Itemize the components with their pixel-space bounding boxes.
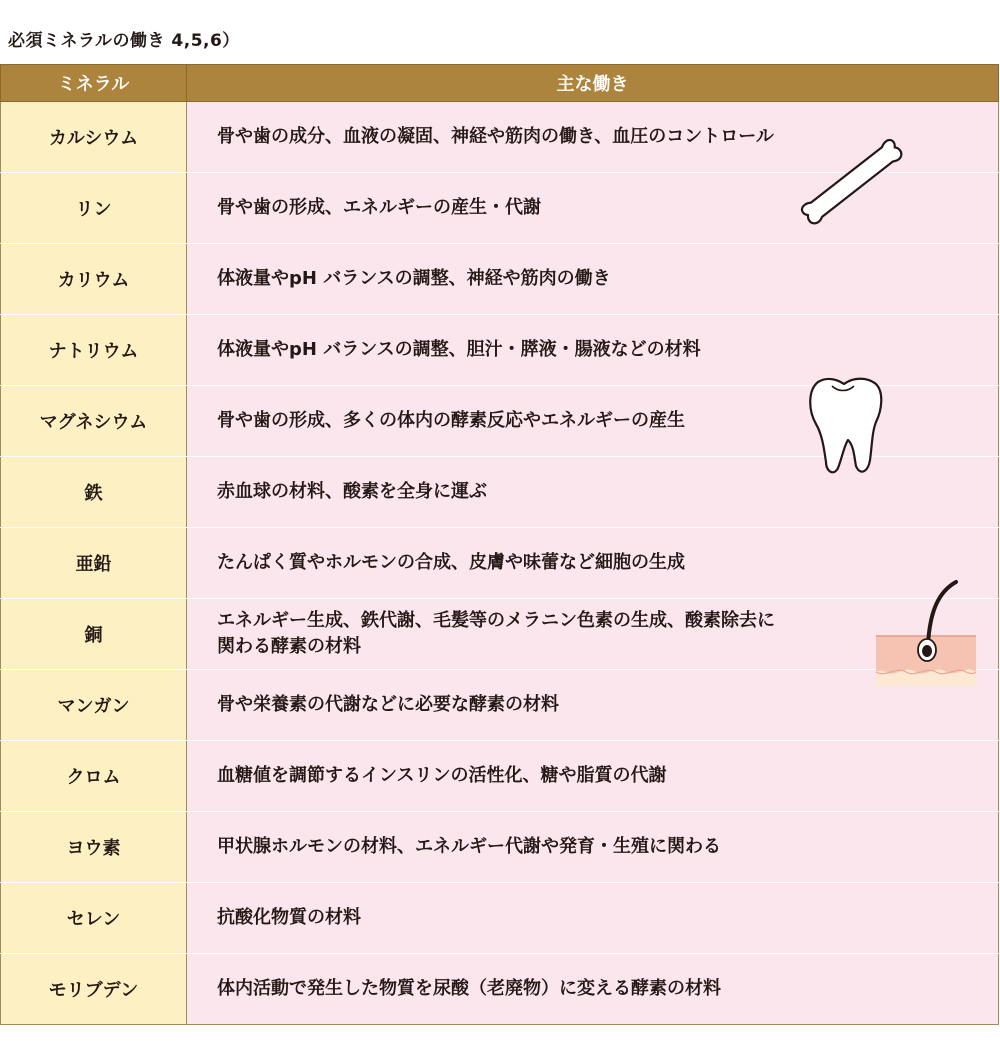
mineral-name: カリウム	[1, 244, 187, 315]
mineral-role: 甲状腺ホルモンの材料、エネルギー代謝や発育・生殖に関わる	[187, 812, 999, 883]
header-role: 主な働き	[187, 65, 999, 102]
tooth-icon	[804, 376, 886, 478]
mineral-role-line: 関わる酵素の材料	[217, 636, 361, 657]
table-row	[1, 599, 999, 670]
mineral-role: 体液量やpH バランスの調整、胆汁・膵液・腸液などの材料	[187, 315, 999, 386]
mineral-name: 鉄	[1, 457, 187, 528]
mineral-name: カルシウム	[1, 102, 187, 173]
table-row	[1, 528, 999, 599]
mineral-role: 体内活動で発生した物質を尿酸（老廃物）に変える酵素の材料	[187, 954, 999, 1025]
mineral-role: 血糖値を調節するインスリンの活性化、糖や脂質の代謝	[187, 741, 999, 812]
bone-icon	[790, 128, 918, 238]
header-mineral: ミネラル	[1, 65, 187, 102]
table-row	[1, 244, 999, 315]
table-header-row	[1, 65, 999, 102]
page-title: 必須ミネラルの働き 4,5,6）	[8, 31, 240, 51]
mineral-name: ヨウ素	[1, 812, 187, 883]
mineral-role: 骨や栄養素の代謝などに必要な酵素の材料	[187, 670, 999, 741]
mineral-name: クロム	[1, 741, 187, 812]
table-row	[1, 741, 999, 812]
mineral-role: 骨や歯の成分、血液の凝固、神経や筋肉の働き、血圧のコントロール	[187, 102, 999, 173]
mineral-name: マンガン	[1, 670, 187, 741]
table-row	[1, 315, 999, 386]
mineral-name: マグネシウム	[1, 386, 187, 457]
mineral-role: 骨や歯の形成、多くの体内の酵素反応やエネルギーの産生	[187, 386, 999, 457]
table-row	[1, 883, 999, 954]
mineral-role: 体液量やpH バランスの調整、神経や筋肉の働き	[187, 244, 999, 315]
mineral-name: ナトリウム	[1, 315, 187, 386]
mineral-role-line: エネルギー生成、鉄代謝、毛髪等のメラニン色素の生成、酸素除去に	[217, 610, 775, 631]
mineral-role: 赤血球の材料、酸素を全身に運ぶ	[187, 457, 999, 528]
mineral-role: 骨や歯の形成、エネルギーの産生・代謝	[187, 173, 999, 244]
mineral-name: リン	[1, 173, 187, 244]
mineral-name: セレン	[1, 883, 187, 954]
mineral-name: 亜鉛	[1, 528, 187, 599]
mineral-name: 銅	[1, 599, 187, 670]
mineral-role: 抗酸化物質の材料	[187, 883, 999, 954]
mineral-role: たんぱく質やホルモンの合成、皮膚や味蕾など細胞の生成	[187, 528, 999, 599]
table-row	[1, 670, 999, 741]
mineral-name: モリブデン	[1, 954, 187, 1025]
hair-follicle-icon	[872, 578, 980, 690]
table-row	[1, 954, 999, 1025]
table-row	[1, 812, 999, 883]
